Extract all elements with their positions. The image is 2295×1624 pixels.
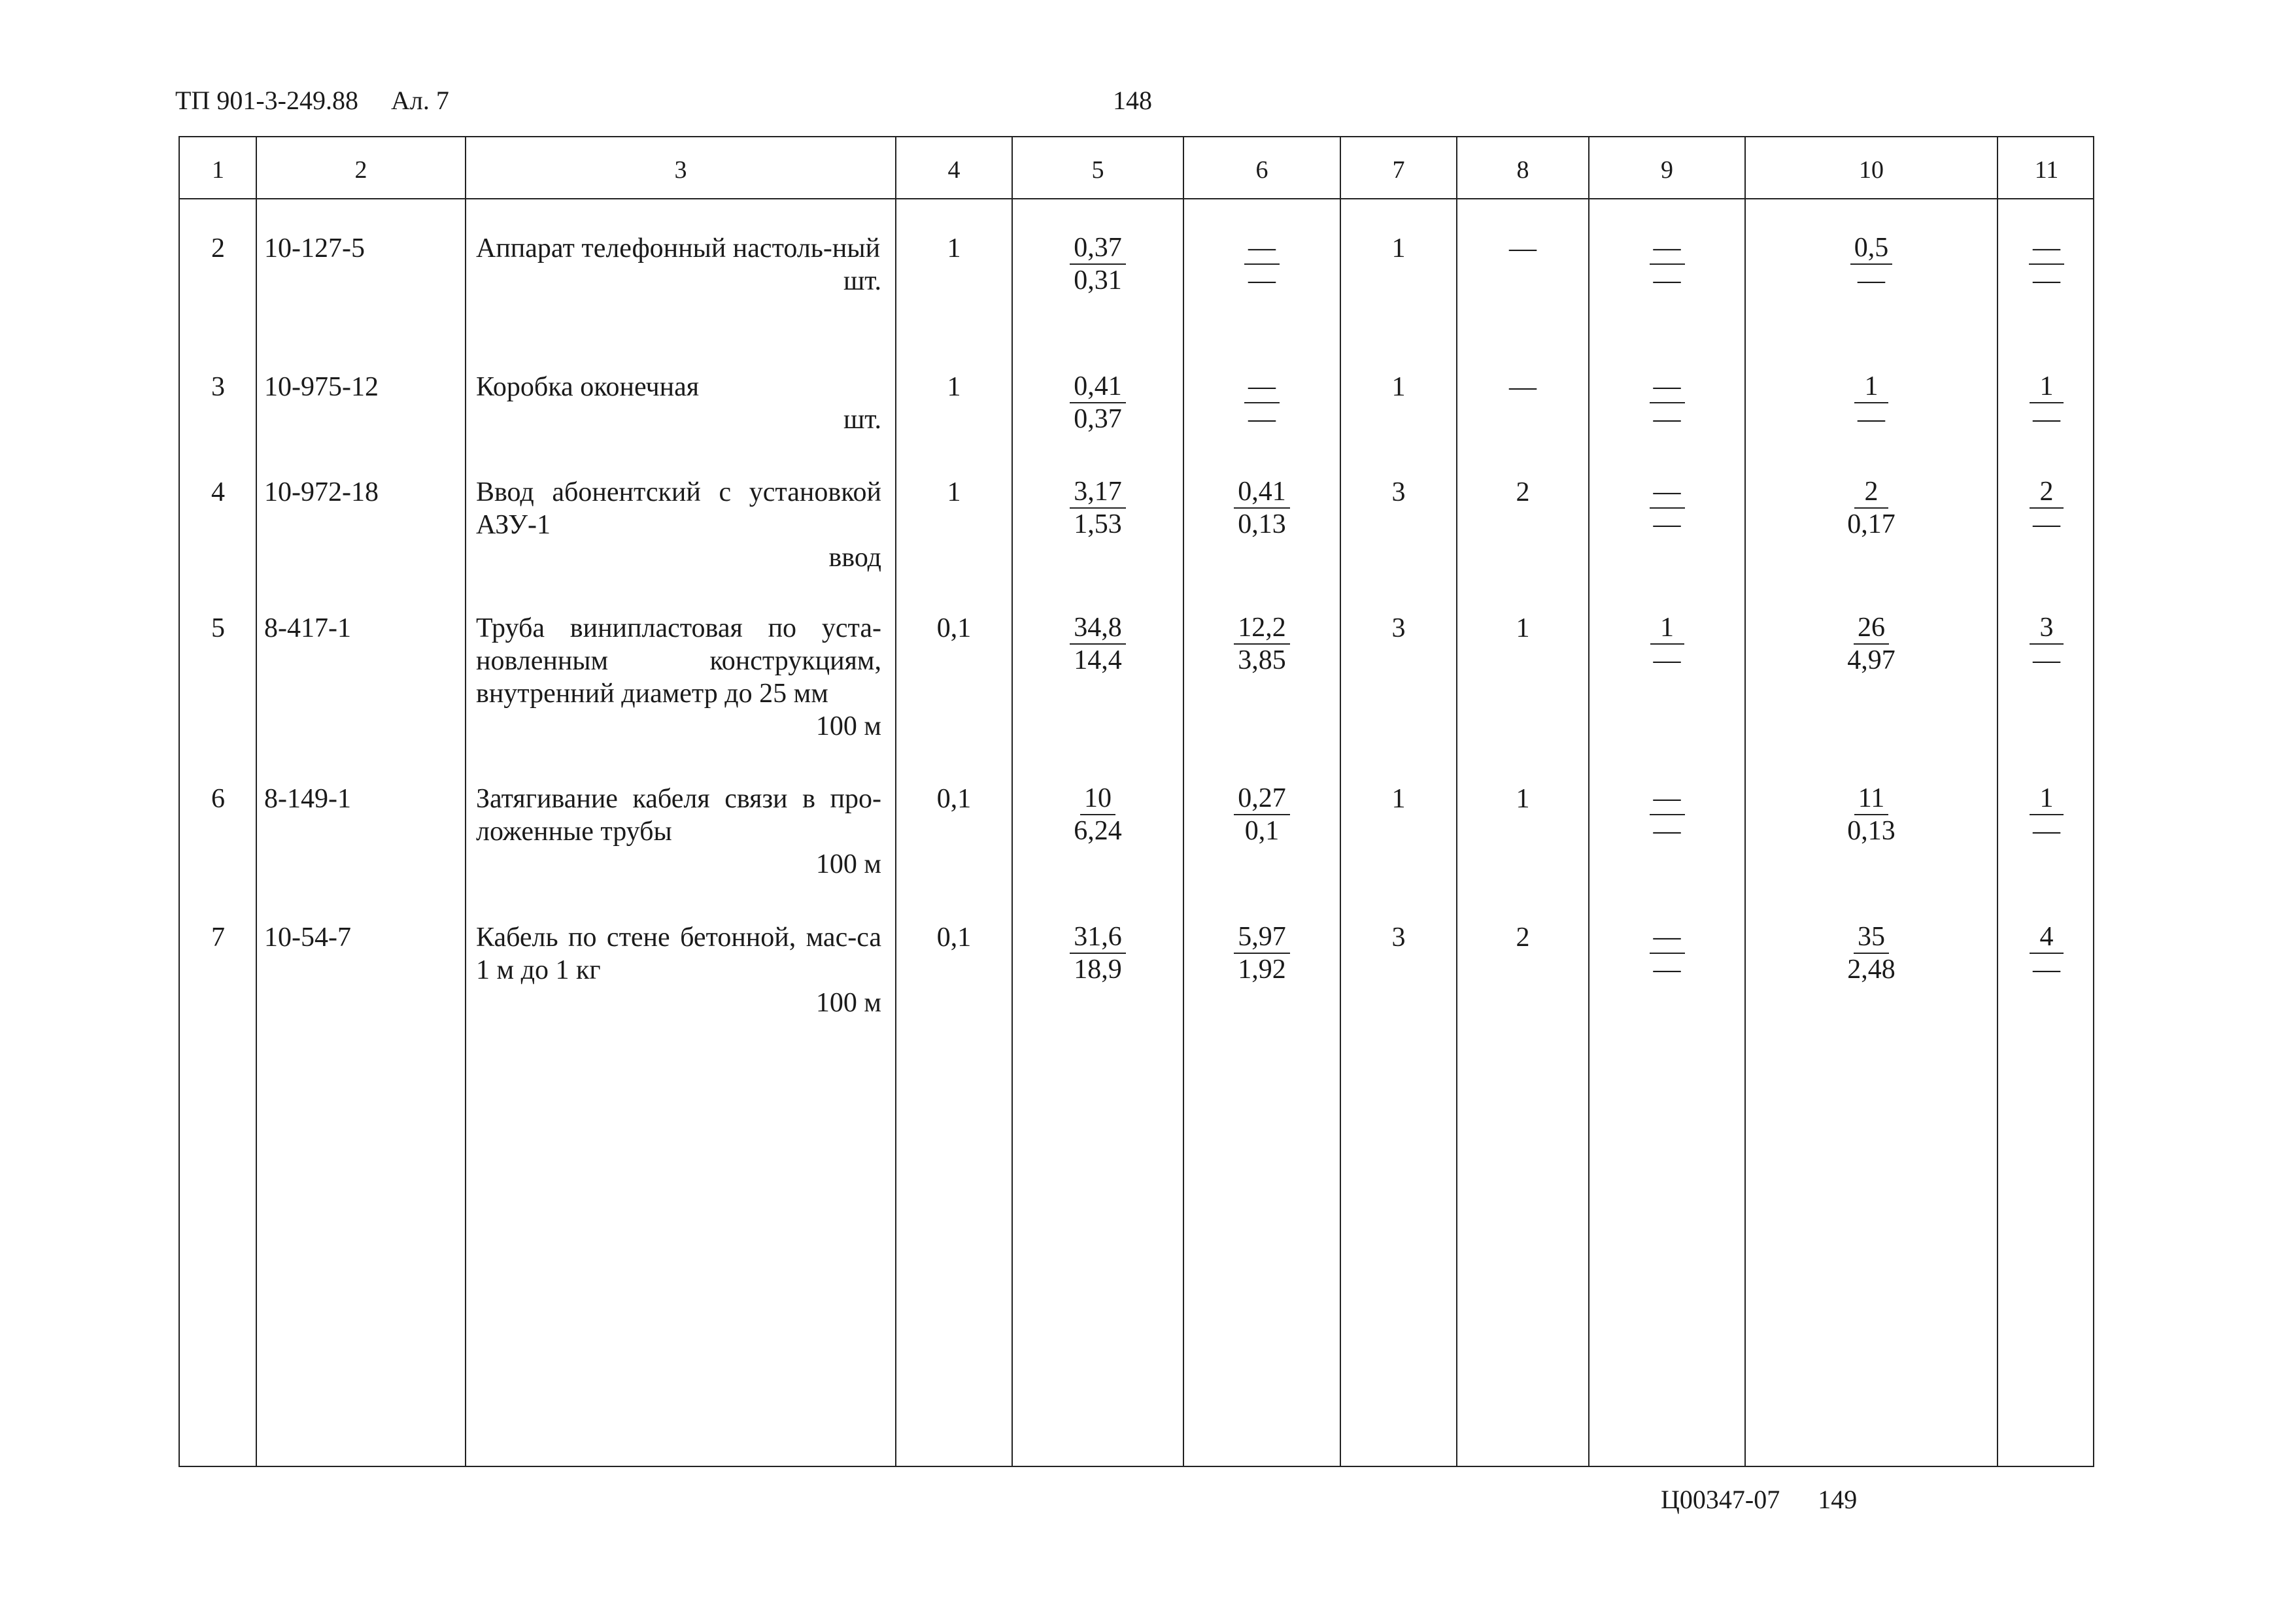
- description-text: Аппарат телефонный настоль-ный: [476, 233, 881, 263]
- value-col6: [1210, 921, 1314, 985]
- value-col10: [1819, 612, 1924, 676]
- value-col6-denominator: 0,1: [1244, 816, 1280, 846]
- value-col10-denominator: 0,13: [1847, 816, 1896, 846]
- description-text: Затягивание кабеля связи в про-ложенные трубы: [476, 784, 881, 847]
- value-col9-denominator: —: [1653, 645, 1681, 675]
- value-col10-denominator: 2,48: [1847, 955, 1896, 985]
- value-col6: [1210, 783, 1314, 847]
- value-col9: [1615, 371, 1720, 435]
- value-col5-denominator: 14,4: [1074, 645, 1122, 675]
- value-col5-numerator: 0,41: [1070, 371, 1126, 403]
- column-number-6: 6: [1255, 156, 1268, 184]
- column-number-9: 9: [1661, 156, 1673, 184]
- work-description: [476, 476, 881, 574]
- value-col5: [1046, 232, 1150, 296]
- value-col5-denominator: 6,24: [1074, 816, 1122, 846]
- value-col11: [1994, 371, 2099, 435]
- value-col11-denominator: —: [2033, 404, 2060, 434]
- value-col11-numerator: 1: [2030, 783, 2064, 815]
- value-col10-denominator: —: [1858, 404, 1885, 434]
- value-col10: [1819, 371, 1924, 435]
- value-col9: [1615, 783, 1720, 847]
- column-number-2: 2: [354, 156, 367, 184]
- column-number-3: 3: [674, 156, 687, 184]
- value-col6-denominator: —: [1248, 404, 1276, 434]
- value-col9: [1615, 476, 1720, 540]
- row-number: 5: [211, 613, 225, 643]
- quantity: 1: [947, 477, 961, 507]
- value-col10-numerator: 0,5: [1850, 232, 1893, 265]
- value-col11: [1994, 476, 2099, 540]
- value-col8: 2: [1516, 922, 1530, 953]
- value-col6-numerator: 5,97: [1234, 921, 1290, 954]
- unit-of-measure: ввод: [828, 543, 881, 573]
- value-col6-denominator: 1,92: [1238, 955, 1286, 985]
- value-col9-numerator: —: [1650, 371, 1685, 403]
- value-col5-numerator: 10: [1080, 783, 1115, 815]
- description-text: Кабель по стене бетонной, мас-са 1 м до 1 кг: [476, 922, 881, 985]
- work-description: [476, 612, 881, 743]
- value-col6: [1210, 612, 1314, 676]
- value-col9-numerator: —: [1650, 476, 1685, 509]
- footer-page: 149: [1818, 1485, 1858, 1514]
- value-col7: 1: [1391, 233, 1406, 263]
- row-number: 7: [211, 922, 225, 953]
- column-number-8: 8: [1516, 156, 1529, 184]
- value-col5-denominator: 0,31: [1074, 265, 1122, 296]
- value-col6-denominator: —: [1248, 265, 1276, 296]
- value-col5: [1046, 783, 1150, 847]
- value-col5: [1046, 921, 1150, 985]
- value-col5-numerator: 31,6: [1070, 921, 1126, 954]
- value-col9-denominator: —: [1653, 509, 1681, 539]
- value-col7: 1: [1391, 784, 1406, 814]
- value-col11-numerator: 3: [2030, 612, 2064, 645]
- value-col10-numerator: 26: [1854, 612, 1889, 645]
- value-col7: 1: [1391, 372, 1406, 402]
- value-col11: [1994, 921, 2099, 985]
- value-col5-numerator: 0,37: [1070, 232, 1126, 265]
- value-col8: 1: [1516, 613, 1530, 643]
- column-number-10: 10: [1859, 156, 1884, 184]
- value-col11: [1994, 232, 2099, 296]
- price-code: 10-127-5: [264, 233, 365, 263]
- quantity: 1: [947, 372, 961, 402]
- value-col8: 1: [1516, 784, 1530, 814]
- description-text: Коробка оконечная: [476, 372, 700, 402]
- value-col7: 3: [1391, 477, 1406, 507]
- value-col11-denominator: —: [2033, 816, 2060, 846]
- value-col6: [1210, 232, 1314, 296]
- column-divider: [1744, 137, 1746, 1466]
- value-col11-numerator: —: [2029, 232, 2064, 265]
- price-code: 10-54-7: [264, 922, 351, 953]
- value-col5: [1046, 612, 1150, 676]
- unit-of-measure: 100 м: [815, 849, 881, 879]
- value-col10: [1819, 921, 1924, 985]
- value-col9: [1615, 921, 1720, 985]
- value-col11: [1994, 612, 2099, 676]
- value-col9-denominator: —: [1653, 265, 1681, 296]
- page-number: 148: [1113, 86, 1152, 115]
- value-col7: 3: [1391, 922, 1406, 953]
- quantity: 0,1: [936, 922, 972, 953]
- row-number: 6: [211, 784, 225, 814]
- value-col8: 2: [1516, 477, 1530, 507]
- column-number-4: 4: [947, 156, 960, 184]
- footer-doc-code: Ц00347-07: [1661, 1485, 1780, 1514]
- value-col6-numerator: —: [1244, 371, 1280, 403]
- work-description: [476, 371, 881, 436]
- doc-code: ТП 901-3-249.88: [175, 86, 358, 115]
- quantity: 0,1: [936, 784, 972, 814]
- value-col6: [1210, 371, 1314, 435]
- value-col10: [1819, 783, 1924, 847]
- value-col5: [1046, 371, 1150, 435]
- work-description: [476, 783, 881, 881]
- column-number-row: [180, 137, 2093, 199]
- value-col6-denominator: 3,85: [1238, 645, 1286, 675]
- document-code: [175, 85, 449, 116]
- price-code: 8-417-1: [264, 613, 351, 643]
- value-col10-numerator: 35: [1854, 921, 1889, 954]
- price-code: 10-975-12: [264, 372, 379, 402]
- value-col9-numerator: —: [1650, 921, 1685, 954]
- value-col10-denominator: —: [1858, 265, 1885, 296]
- value-col6-numerator: 0,27: [1234, 783, 1290, 815]
- estimate-table: [178, 136, 2094, 1467]
- value-col11-numerator: 4: [2030, 921, 2064, 954]
- unit-of-measure: 100 м: [815, 711, 881, 741]
- value-col11: [1994, 783, 2099, 847]
- column-number-5: 5: [1091, 156, 1104, 184]
- value-col9-denominator: —: [1653, 404, 1681, 434]
- column-number-11: 11: [2034, 156, 2059, 184]
- value-col10: [1819, 476, 1924, 540]
- column-divider: [1183, 137, 1184, 1466]
- value-col9-denominator: —: [1653, 816, 1681, 846]
- value-col6: [1210, 476, 1314, 540]
- value-col6-numerator: —: [1244, 232, 1280, 265]
- value-col6-denominator: 0,13: [1238, 509, 1286, 539]
- value-col9-numerator: —: [1650, 232, 1685, 265]
- work-description: [476, 232, 881, 297]
- value-col10-numerator: 11: [1854, 783, 1888, 815]
- value-col11-numerator: 2: [2030, 476, 2064, 509]
- description-text: Ввод абонентский с установкой АЗУ-1: [476, 477, 881, 540]
- value-col6-numerator: 12,2: [1234, 612, 1290, 645]
- column-number-1: 1: [212, 156, 224, 184]
- value-col9-denominator: —: [1653, 955, 1681, 985]
- row-number: 4: [211, 477, 225, 507]
- description-text: Труба винипластовая по уста-новленным конструкциям, внутренний диаметр до 25 мм: [476, 613, 881, 709]
- value-col5-denominator: 0,37: [1074, 404, 1122, 434]
- value-col9-numerator: 1: [1650, 612, 1684, 645]
- value-col10-numerator: 1: [1854, 371, 1888, 403]
- value-col6-numerator: 0,41: [1234, 476, 1290, 509]
- value-col5-numerator: 3,17: [1070, 476, 1126, 509]
- value-col5-denominator: 18,9: [1074, 955, 1122, 985]
- column-divider: [465, 137, 466, 1466]
- album-label: Ал. 7: [390, 86, 449, 115]
- value-col10-denominator: 0,17: [1847, 509, 1896, 539]
- value-col9: [1615, 232, 1720, 296]
- value-col10: [1819, 232, 1924, 296]
- row-number: 2: [211, 233, 225, 263]
- quantity: 0,1: [936, 613, 972, 643]
- value-col8: —: [1509, 233, 1537, 263]
- value-col7: 3: [1391, 613, 1406, 643]
- value-col11-numerator: 1: [2030, 371, 2064, 403]
- price-code: 8-149-1: [264, 784, 351, 814]
- column-number-7: 7: [1392, 156, 1405, 184]
- value-col5-numerator: 34,8: [1070, 612, 1126, 645]
- value-col9-numerator: —: [1650, 783, 1685, 815]
- value-col10-numerator: 2: [1854, 476, 1888, 509]
- value-col11-denominator: —: [2033, 645, 2060, 675]
- value-col9: [1615, 612, 1720, 676]
- value-col5-denominator: 1,53: [1074, 509, 1122, 539]
- price-code: 10-972-18: [264, 477, 379, 507]
- footer-code: [1661, 1484, 1857, 1515]
- value-col11-denominator: —: [2033, 955, 2060, 985]
- value-col8: —: [1509, 372, 1537, 402]
- unit-of-measure: шт.: [843, 405, 881, 435]
- value-col11-denominator: —: [2033, 509, 2060, 539]
- work-description: [476, 921, 881, 1019]
- quantity: 1: [947, 233, 961, 263]
- value-col10-denominator: 4,97: [1847, 645, 1896, 675]
- unit-of-measure: шт.: [843, 266, 881, 296]
- value-col5: [1046, 476, 1150, 540]
- value-col11-denominator: —: [2033, 265, 2060, 296]
- row-number: 3: [211, 372, 225, 402]
- unit-of-measure: 100 м: [815, 988, 881, 1018]
